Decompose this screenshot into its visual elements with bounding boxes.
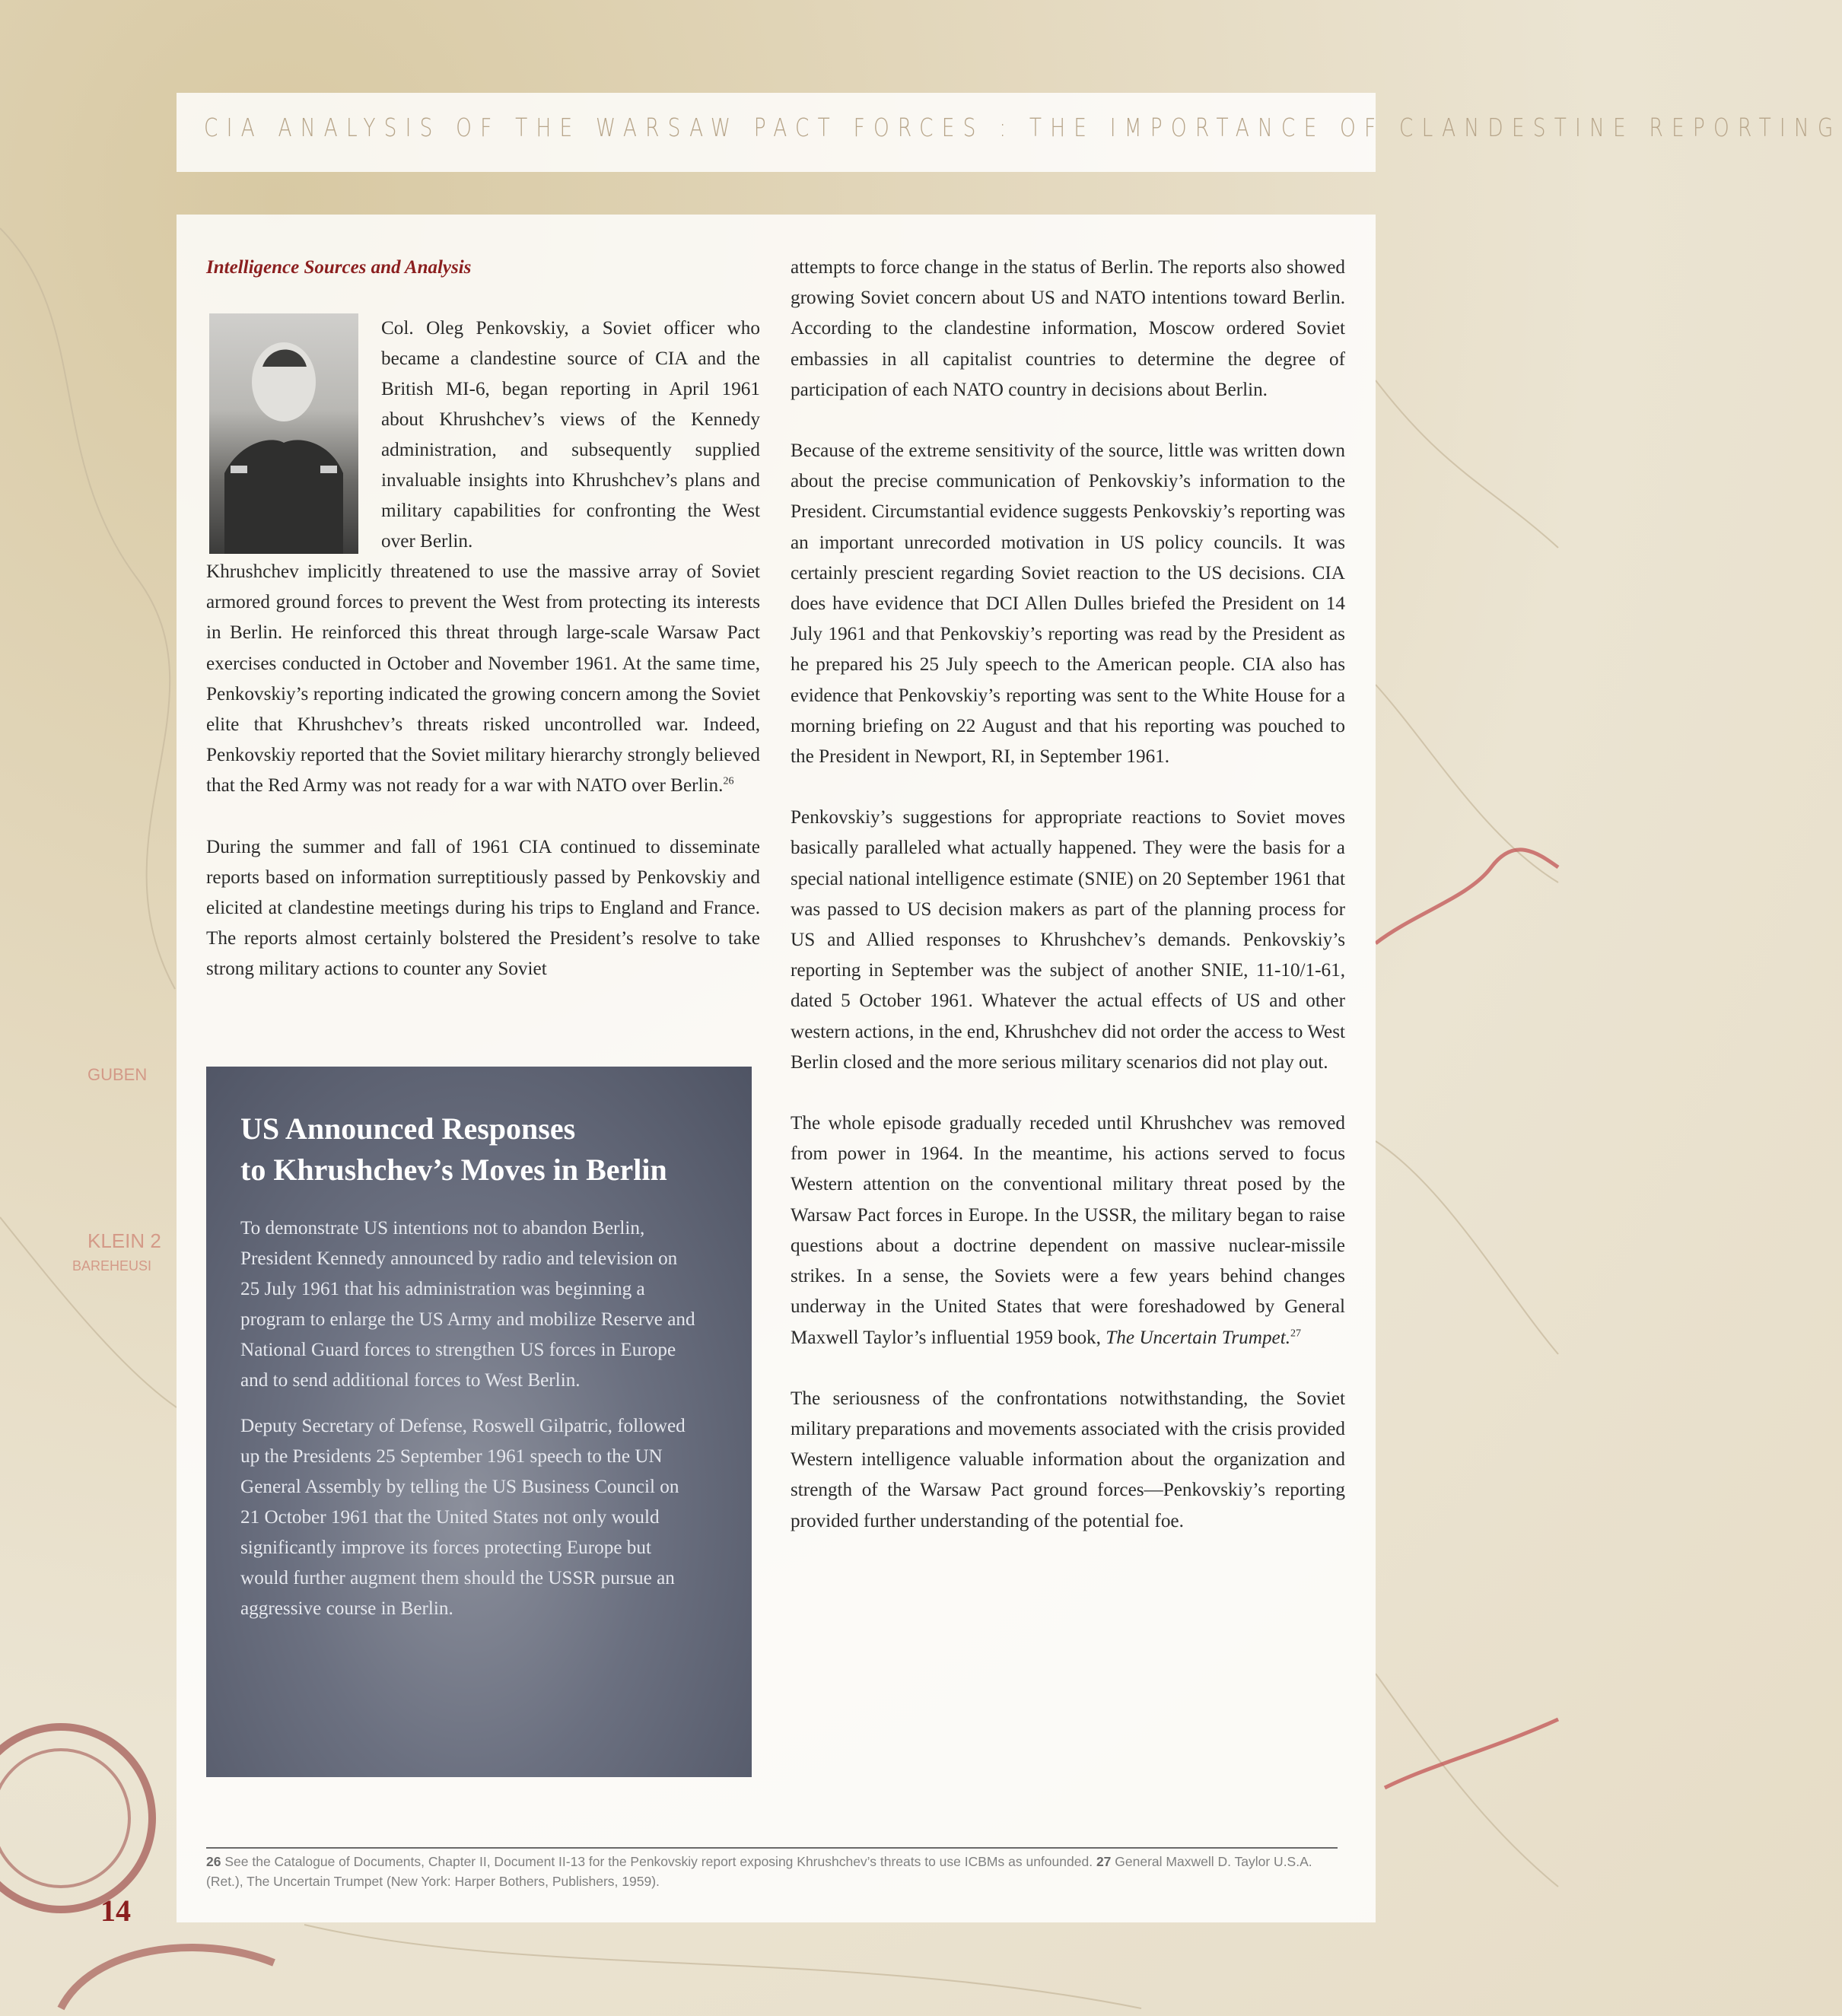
footnotes [206, 1852, 1347, 1891]
stamp-icon [30, 1917, 289, 2016]
photo-block [206, 253, 760, 552]
sidebar-paragraph: To demonstrate US intentions not to abandon Berlin, President Kennedy announced by radio and television on 25 July 1961 that his administration was beginning a program to enlarge the US Army and mobilize Reserve and National Guard forces to strengthen US forces in Europe and to send additional forces to West Berlin. [240, 1218, 695, 1391]
footnote-divider [206, 1847, 1338, 1849]
body-paragraph: During the summer and fall of 1961 CIA continued to disseminate reports based on information surreptitiously passed by Penkovskiy and elicited at clandestine meetings during his trips to England and France. The reports almost certainly bolstered the President’s resolve to take strong military actions to counter any Soviet [206, 836, 760, 980]
body-paragraph: Because of the extreme sensitivity of the source, little was written down about the precise communication of Penkovskiy’s information to the President. Circumstantial evidence suggests Penkovskiy’s reporting was an important unrecorded motivation in US policy councils. It was certainly prescient regarding Soviet reaction to the US decisions. CIA does have evidence that DCI Allen Dulles briefed the President on 14 July 1961 and that Penkovskiy’s reporting was read by the President as he prepared his 25 July speech to the American people. CIA also has evidence that Penkovskiy’s reporting was sent to the White House for a morning briefing on 22 August and that his reporting was pouched to the President in Newport, RI, in September 1961. [791, 440, 1345, 768]
sidebar-paragraph: Deputy Secretary of Defense, Roswell Gilpatric, followed up the Presidents 25 September 1961 speech to the UN General Assembly by telling the US Business Council on 21 October 1961 that the United States not only would significantly improve its forces protecting Europe but would further augment them should the USSR pursue an aggressive course in Berlin. [240, 1416, 686, 1619]
footnote-number: 27 [1096, 1854, 1112, 1869]
portrait-photo-icon [209, 313, 358, 554]
body-paragraph: Penkovskiy’s suggestions for appropriate reactions to Soviet moves basically paralleled what actually happened. They were the basis for a special national intelligence estimate (SNIE) on 20 September 1961 that was passed to US decision makers as part of the planning process for US and Allied responses to Khrushchev’s demands. Penkovskiy’s reporting in September was the subject of another SNIE, 11-10/1-61, dated 5 October 1961. Whatever the actual effects of US and other western actions, in the end, Khrushchev did not order the access to West Berlin closed and the more serious military scenarios did not play out. [791, 807, 1345, 1073]
footnote-text: See the Catalogue of Documents, Chapter II, Document II-13 for the Penkovskiy report exposing Khrushchev’s threats to use ICBMs as unfounded. [224, 1854, 1093, 1869]
body-paragraph: The seriousness of the confrontations notwithstanding, the Soviet military preparations and movements associated with the crisis provided Western intelligence valuable information about the organization and strength of the Warsaw Pact ground forces—Penkovskiy’s reporting provided further understanding of the potential foe. [791, 1388, 1345, 1531]
header-band [177, 93, 1842, 172]
page-number: 14 [100, 1894, 131, 1928]
body-paragraph: attempts to force change in the status of Berlin. The reports also showed growing Soviet concern about US and NATO intentions toward Berlin. According to the clandestine information, Moscow ordered Soviet embassies in all capitalist countries to determine the degree of participation of each NATO country in decisions about Berlin. [791, 257, 1345, 400]
running-header: CIA ANALYSIS OF THE WARSAW PACT FORCES : THE IMPORTANCE OF CLANDESTINE REPORTING [204, 113, 1842, 142]
footnote-text: General Maxwell D. Taylor U.S.A. (Ret.), The Uncertain Trumpet (New York: Harper Bothers, Publishers, 1959). [206, 1854, 1312, 1889]
footnote-ref: 27 [1290, 1328, 1302, 1340]
map-label-guben: GUBEN [87, 1065, 148, 1084]
right-column [791, 253, 1345, 1537]
body-paragraph: Khrushchev implicitly threatened to use the massive array of Soviet armored ground forces to prevent the West from protecting its interests in Berlin. He reinforced this threat through large-scale Warsaw Pact exercises conducted in October and November 1961. At the same time, Penkovskiy’s reporting indicated the growing concern among the Soviet elite that Khrushchev’s threats risked uncontrolled war. Indeed, Penkovskiy reported that the Soviet military hierarchy strongly believed that the Red Army was not ready for a war with NATO over Berlin.$^{26}$ [206, 561, 760, 797]
left-column [206, 253, 760, 985]
sidebar-text [240, 1213, 697, 1639]
map-label-klein: KLEIN 2 [87, 1229, 161, 1252]
footnote-ref: 26 [723, 776, 734, 788]
footnote-number: 26 [206, 1854, 221, 1869]
photo-intro-text: Col. Oleg Penkovskiy, a Soviet officer who became a clandestine source of CIA and the British MI-6, began reporting in April 1961 about Khrushchev’s views of the Kennedy administration, and subsequently supplied invaluable insights into Khrushchev’s plans and military capabilities for confronting the West over Berlin. [381, 318, 760, 552]
section-heading: Intelligence Sources and Analysis [206, 257, 472, 278]
body-paragraph: The whole episode gradually receded until Khrushchev was removed from power in 1964. In the meantime, his actions served to focus Western attention on the conventional military threat posed by the Warsaw Pact forces in Europe. In the USSR, the military began to raise questions about a doctrine dependent on massive nuclear-missile strikes. In a sense, the Soviets were a few years behind changes underway in the United States that were foreshadowed by General Maxwell Taylor’s influential 1959 book, The Uncertain Trumpet.$^{27}$ [791, 1113, 1345, 1348]
sidebar-title: US Announced Responses to Khrushchev’s Moves in Berlin [240, 1111, 667, 1187]
map-label-bareheusi: BAREHEUSI [72, 1258, 152, 1274]
book-title: The Uncertain Trumpet. [1106, 1327, 1291, 1348]
sidebar-box [206, 1067, 752, 1777]
